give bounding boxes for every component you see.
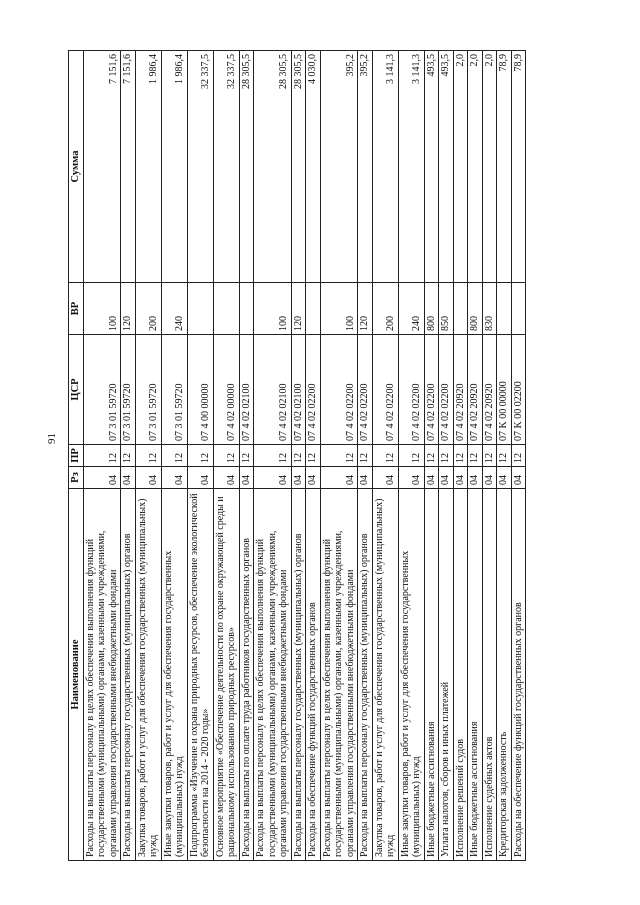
cell-sum: 493,5 xyxy=(424,51,439,283)
table-row xyxy=(358,51,373,861)
cell-vr: 120 xyxy=(358,283,373,335)
cell-pr: 12 xyxy=(398,445,424,467)
cell-rz: 04 xyxy=(372,467,398,489)
cell-vr xyxy=(453,283,468,335)
cell-pr: 12 xyxy=(291,445,306,467)
page-number: 91 xyxy=(46,433,58,444)
cell-csr: 07 4 02 02100 xyxy=(291,335,306,445)
cell-rz: 04 xyxy=(306,467,321,489)
cell-vr: 240 xyxy=(398,283,424,335)
cell-csr: 07 4 02 20920 xyxy=(453,335,468,445)
cell-csr: 07 3 01 59720 xyxy=(161,335,187,445)
cell-pr: 12 xyxy=(187,445,213,467)
table-row xyxy=(161,51,187,861)
cell-csr: 07 4 02 02100 xyxy=(239,335,254,445)
header-pr: ПР xyxy=(69,445,84,467)
cell-csr: 07 3 01 59720 xyxy=(135,335,161,445)
table-row xyxy=(398,51,424,861)
cell-pr: 12 xyxy=(135,445,161,467)
cell-pr: 12 xyxy=(213,445,239,467)
cell-rz: 04 xyxy=(439,467,454,489)
cell-csr: 07 4 02 02200 xyxy=(439,335,454,445)
cell-name: Иные бюджетные ассигнования xyxy=(424,489,439,861)
header-sum: Сумма xyxy=(69,51,84,283)
cell-sum: 28 305,5 xyxy=(291,51,306,283)
cell-name: Расходы на выплаты персоналу в целях обеспечения выполнения функций государственными (муниципальными) органами, казенными учреждениями, органами управления государственными внебюджетными фондами xyxy=(83,489,121,861)
cell-sum: 32 337,5 xyxy=(213,51,239,283)
cell-name: Иные закупки товаров, работ и услуг для обеспечения государственных (муниципальных) нужд xyxy=(398,489,424,861)
table-row xyxy=(424,51,439,861)
table-row xyxy=(306,51,321,861)
cell-csr: 07 4 02 02100 xyxy=(254,335,292,445)
cell-name: Иные бюджетные ассигнования xyxy=(468,489,483,861)
table-body xyxy=(83,51,526,861)
table-row xyxy=(453,51,468,861)
cell-csr: 07 4 02 20920 xyxy=(468,335,483,445)
cell-name: Основное мероприятие «Обеспечение деятельности по охране окружающей среды и рациональному использованию природных ресурсов» xyxy=(213,489,239,861)
cell-rz: 04 xyxy=(239,467,254,489)
cell-sum: 28 305,5 xyxy=(254,51,292,283)
rotated-table-container xyxy=(68,51,588,861)
cell-sum: 2,0 xyxy=(468,51,483,283)
cell-rz: 04 xyxy=(398,467,424,489)
cell-pr: 12 xyxy=(424,445,439,467)
cell-rz: 04 xyxy=(511,467,526,489)
cell-sum: 7 151,6 xyxy=(121,51,136,283)
cell-rz: 04 xyxy=(254,467,292,489)
table-row xyxy=(291,51,306,861)
cell-name: Иные закупки товаров, работ и услуг для обеспечения государственных (муниципальных) нужд xyxy=(161,489,187,861)
cell-csr: 07 4 02 02200 xyxy=(320,335,358,445)
budget-table xyxy=(68,50,526,861)
cell-csr: 07 3 01 59720 xyxy=(83,335,121,445)
cell-rz: 04 xyxy=(213,467,239,489)
cell-csr: 07 4 02 02200 xyxy=(372,335,398,445)
cell-vr xyxy=(239,283,254,335)
cell-pr: 12 xyxy=(453,445,468,467)
cell-pr: 12 xyxy=(497,445,512,467)
cell-name: Закупка товаров, работ и услуг для обеспечения государственных (муниципальных) нужд xyxy=(135,489,161,861)
cell-pr: 12 xyxy=(482,445,497,467)
cell-vr: 120 xyxy=(121,283,136,335)
cell-vr: 120 xyxy=(291,283,306,335)
table-row xyxy=(254,51,292,861)
cell-rz: 04 xyxy=(121,467,136,489)
cell-rz: 04 xyxy=(482,467,497,489)
cell-pr: 12 xyxy=(468,445,483,467)
cell-sum: 493,5 xyxy=(439,51,454,283)
cell-name: Кредиторская задолженность xyxy=(497,489,512,861)
header-name: Наименование xyxy=(69,489,84,861)
cell-sum: 395,2 xyxy=(320,51,358,283)
cell-name: Расходы на обеспечение функций государственных органов xyxy=(511,489,526,861)
header-csr: ЦСР xyxy=(69,335,84,445)
cell-pr: 12 xyxy=(239,445,254,467)
cell-pr: 12 xyxy=(254,445,292,467)
table-row xyxy=(482,51,497,861)
cell-vr: 200 xyxy=(372,283,398,335)
cell-name: Уплата налогов, сборов и иных платежей xyxy=(439,489,454,861)
cell-pr: 12 xyxy=(306,445,321,467)
cell-vr: 200 xyxy=(135,283,161,335)
cell-csr: 07 4 02 02200 xyxy=(398,335,424,445)
cell-name: Расходы на выплаты персоналу государственных (муниципальных) органов xyxy=(291,489,306,861)
table-row xyxy=(372,51,398,861)
table-row xyxy=(135,51,161,861)
table-row xyxy=(468,51,483,861)
table-row xyxy=(439,51,454,861)
header-vr: ВР xyxy=(69,283,84,335)
table-row xyxy=(239,51,254,861)
cell-sum: 395,2 xyxy=(358,51,373,283)
cell-rz: 04 xyxy=(187,467,213,489)
cell-pr: 12 xyxy=(358,445,373,467)
cell-name: Расходы на выплаты персоналу в целях обеспечения выполнения функций государственными (муниципальными) органами, казенными учреждениями, органами управления государственными внебюджетными фондами xyxy=(320,489,358,861)
cell-csr: 07 4 02 02200 xyxy=(306,335,321,445)
table-row xyxy=(497,51,512,861)
cell-vr: 240 xyxy=(161,283,187,335)
cell-sum: 3 141,3 xyxy=(398,51,424,283)
cell-rz: 04 xyxy=(468,467,483,489)
cell-name: Расходы на выплаты персоналу государственных (муниципальных) органов xyxy=(121,489,136,861)
cell-rz: 04 xyxy=(453,467,468,489)
cell-csr: 07 4 02 02200 xyxy=(358,335,373,445)
cell-name: Расходы на выплаты персоналу государственных (муниципальных) органов xyxy=(358,489,373,861)
cell-pr: 12 xyxy=(511,445,526,467)
cell-rz: 04 xyxy=(161,467,187,489)
table-row xyxy=(320,51,358,861)
cell-vr: 100 xyxy=(83,283,121,335)
cell-name: Исполнение решений судов xyxy=(453,489,468,861)
cell-sum: 78,9 xyxy=(497,51,512,283)
cell-vr xyxy=(497,283,512,335)
cell-vr: 100 xyxy=(254,283,292,335)
cell-rz: 04 xyxy=(497,467,512,489)
cell-vr xyxy=(213,283,239,335)
cell-csr: 07 4 02 02200 xyxy=(424,335,439,445)
cell-pr: 12 xyxy=(372,445,398,467)
cell-rz: 04 xyxy=(291,467,306,489)
cell-name: Расходы на выплаты по оплате труда работников государственных органов xyxy=(239,489,254,861)
cell-sum: 3 141,3 xyxy=(372,51,398,283)
cell-vr: 100 xyxy=(320,283,358,335)
cell-pr: 12 xyxy=(439,445,454,467)
table-row xyxy=(511,51,526,861)
table-row xyxy=(213,51,239,861)
cell-vr xyxy=(306,283,321,335)
table-header-row xyxy=(69,51,84,861)
cell-name: Закупка товаров, работ и услуг для обеспечения государственных (муниципальных) нужд xyxy=(372,489,398,861)
cell-vr: 850 xyxy=(439,283,454,335)
cell-vr: 800 xyxy=(424,283,439,335)
cell-rz: 04 xyxy=(135,467,161,489)
cell-name: Подпрограмма «Изучение и охрана природных ресурсов, обеспечение экологической безопасности на 2014 - 2020 годы» xyxy=(187,489,213,861)
cell-pr: 12 xyxy=(121,445,136,467)
cell-vr: 830 xyxy=(482,283,497,335)
cell-rz: 04 xyxy=(320,467,358,489)
cell-sum: 7 151,6 xyxy=(83,51,121,283)
cell-vr xyxy=(187,283,213,335)
cell-name: Исполнение судебных актов xyxy=(482,489,497,861)
table-row xyxy=(121,51,136,861)
cell-sum: 1 986,4 xyxy=(161,51,187,283)
cell-pr: 12 xyxy=(83,445,121,467)
cell-sum: 78,9 xyxy=(511,51,526,283)
cell-rz: 04 xyxy=(358,467,373,489)
cell-pr: 12 xyxy=(161,445,187,467)
cell-sum: 2,0 xyxy=(482,51,497,283)
cell-csr: 07 K 00 00000 xyxy=(497,335,512,445)
cell-csr: 07 K 00 02200 xyxy=(511,335,526,445)
cell-sum: 2,0 xyxy=(453,51,468,283)
cell-rz: 04 xyxy=(424,467,439,489)
cell-pr: 12 xyxy=(320,445,358,467)
cell-csr: 07 4 02 00000 xyxy=(213,335,239,445)
cell-sum: 28 305,5 xyxy=(239,51,254,283)
cell-name: Расходы на выплаты персоналу в целях обеспечения выполнения функций государственными (муниципальными) органами, казенными учреждениями, органами управления государственными внебюджетными фондами xyxy=(254,489,292,861)
cell-csr: 07 3 01 59720 xyxy=(121,335,136,445)
header-rz: Рз xyxy=(69,467,84,489)
cell-vr: 800 xyxy=(468,283,483,335)
cell-sum: 32 337,5 xyxy=(187,51,213,283)
cell-sum: 1 986,4 xyxy=(135,51,161,283)
cell-name: Расходы на обеспечение функций государственных органов xyxy=(306,489,321,861)
table-row xyxy=(83,51,121,861)
cell-rz: 04 xyxy=(83,467,121,489)
cell-vr xyxy=(511,283,526,335)
table-row xyxy=(187,51,213,861)
cell-csr: 07 4 02 20920 xyxy=(482,335,497,445)
cell-csr: 07 4 00 00000 xyxy=(187,335,213,445)
cell-sum: 4 030,0 xyxy=(306,51,321,283)
